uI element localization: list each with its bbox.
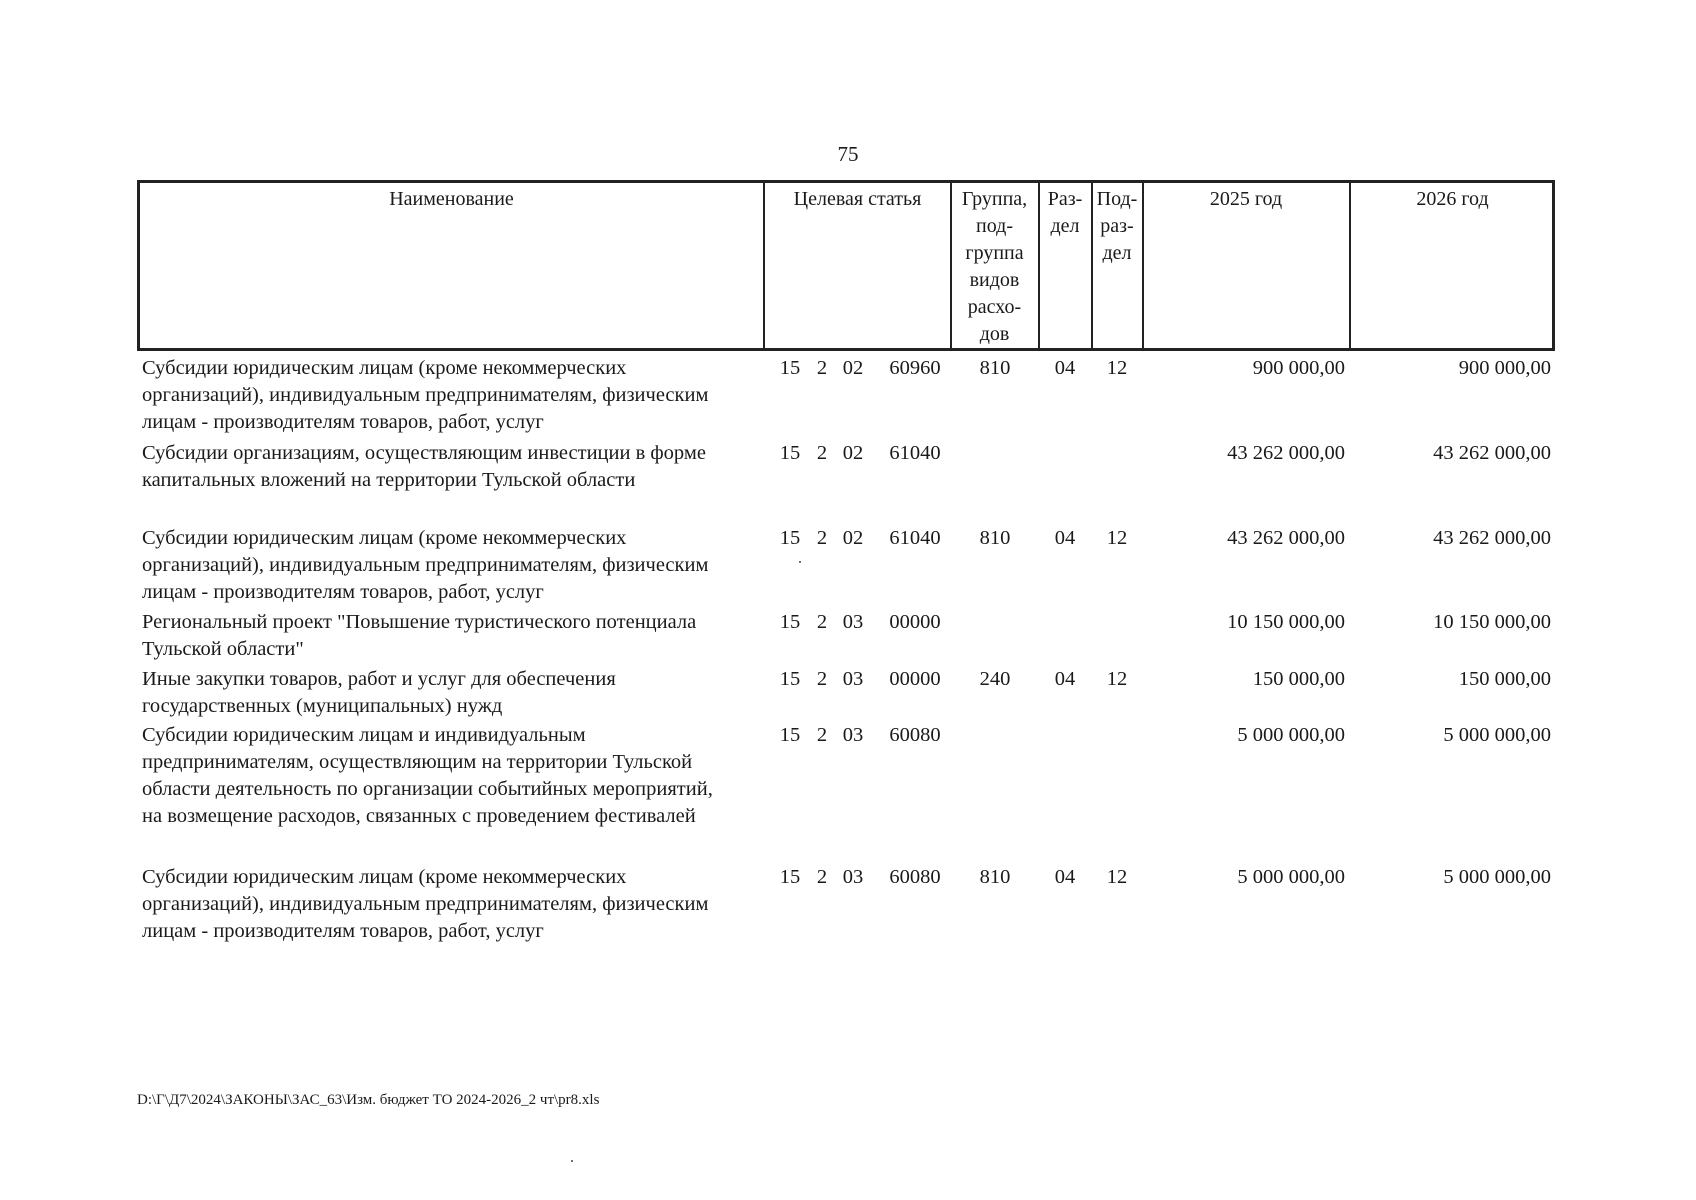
row-name-line: предпринимателям, осуществляющим на территории Тульской [142,751,693,773]
row-group: 240 [979,668,1011,690]
header-group-line: под- [976,215,1013,237]
code-subprogram: 2 [816,724,828,746]
code-program: 15 [779,357,801,379]
header-subsection-line: Под- [1096,188,1138,210]
row-name-line: лицам - производителям товаров, работ, услуг [142,411,544,433]
row-name-line: Субсидии юридическим лицам (кроме некоммерческих [142,527,627,549]
row-name-line: организаций), индивидуальным предпринимателям, физическим [142,384,709,406]
row-amount-2025: 5 000 000,00 [1237,866,1345,888]
row-amount-2026: 43 262 000,00 [1433,442,1551,464]
code-direction: 61040 [889,442,941,464]
row-name-line: Тульской области" [142,638,304,660]
code-subprogram: 2 [816,668,828,690]
code-subprogram: 2 [816,442,828,464]
row-name-line: Субсидии организациям, осуществляющим инвестиции в форме [142,442,706,464]
code-direction: 61040 [889,527,941,549]
header-group [951,186,1038,348]
header-section [1039,186,1091,240]
code-event: 02 [842,357,864,379]
code-program: 15 [779,442,801,464]
row-name [142,609,762,663]
header-section-line: дел [1050,215,1080,237]
scan-speck [799,561,801,563]
code-subprogram: 2 [816,866,828,888]
row-section: 04 [1054,866,1076,888]
header-year-2026: 2026 год [1416,188,1489,210]
row-name [142,722,762,830]
row-amount-2026: 10 150 000,00 [1433,611,1551,633]
code-program: 15 [779,866,801,888]
header-group-line: группа [965,242,1024,264]
row-name [142,666,762,720]
row-amount-2025: 5 000 000,00 [1237,724,1345,746]
page-number: 75 [837,142,859,166]
row-name-line: лицам - производителям товаров, работ, услуг [142,581,544,603]
row-name-line: капитальных вложений на территории Тульской области [142,469,636,491]
row-name-line: области деятельность по организации событийных мероприятий, [142,778,713,800]
row-amount-2025: 150 000,00 [1252,668,1345,690]
row-section: 04 [1054,357,1076,379]
code-program: 15 [779,527,801,549]
row-name [142,525,762,606]
row-name [142,440,762,494]
row-name-line: Субсидии юридическим лицам (кроме некоммерческих [142,357,627,379]
row-amount-2026: 900 000,00 [1458,357,1551,379]
row-name [142,864,762,945]
row-subsection: 12 [1106,527,1128,549]
scan-speck [571,1160,573,1162]
code-event: 03 [842,866,864,888]
header-subsection [1092,186,1142,267]
row-amount-2025: 10 150 000,00 [1227,611,1345,633]
row-amount-2025: 43 262 000,00 [1227,442,1345,464]
code-subprogram: 2 [816,357,828,379]
row-subsection: 12 [1106,668,1128,690]
header-subsection-line: раз- [1100,215,1134,237]
row-name-line: государственных (муниципальных) нужд [142,695,503,717]
row-amount-2026: 43 262 000,00 [1433,527,1551,549]
header-name: Наименование [389,188,514,210]
code-direction: 60080 [889,724,941,746]
row-amount-2026: 5 000 000,00 [1443,866,1551,888]
row-group: 810 [979,527,1011,549]
row-name-line: организаций), индивидуальным предпринимателям, физическим [142,554,709,576]
code-subprogram: 2 [816,611,828,633]
header-group-line: видов [969,269,1020,291]
row-name-line: Субсидии юридическим лицам и индивидуальным [142,724,586,746]
file-path-footer: D:\Г\Д7\2024\ЗАКОНЫ\ЗАС_63\Изм. бюджет ТО 2024-2026_2 чт\pr8.xls [137,1092,600,1108]
code-event: 02 [842,527,864,549]
code-event: 03 [842,611,864,633]
row-subsection: 12 [1106,866,1128,888]
row-section: 04 [1054,668,1076,690]
code-program: 15 [779,668,801,690]
row-amount-2026: 150 000,00 [1458,668,1551,690]
row-section: 04 [1054,527,1076,549]
row-name-line: организаций), индивидуальным предпринимателям, физическим [142,893,709,915]
code-program: 15 [779,724,801,746]
row-name-line: Региональный проект "Повышение туристического потенциала [142,611,697,633]
header-section-line: Раз- [1047,188,1083,210]
header-target-article: Целевая статья [793,188,922,210]
code-direction: 00000 [889,611,941,633]
row-subsection: 12 [1106,357,1128,379]
row-name [142,355,762,436]
row-name-line: лицам - производителям товаров, работ, услуг [142,920,544,942]
row-name-line: на возмещение расходов, связанных с проведением фестивалей [142,805,696,827]
row-amount-2025: 900 000,00 [1252,357,1345,379]
header-subsection-line: дел [1102,242,1132,264]
code-event: 03 [842,724,864,746]
code-event: 02 [842,442,864,464]
code-direction: 60080 [889,866,941,888]
row-group: 810 [979,866,1011,888]
row-name-line: Иные закупки товаров, работ и услуг для обеспечения [142,668,616,690]
row-group: 810 [979,357,1011,379]
header-group-line: расхо- [967,296,1022,318]
header-group-line: Группа, [961,188,1028,210]
code-direction: 60960 [889,357,941,379]
code-program: 15 [779,611,801,633]
header-year-2025: 2025 год [1209,188,1283,210]
row-amount-2025: 43 262 000,00 [1227,527,1345,549]
code-event: 03 [842,668,864,690]
code-subprogram: 2 [816,527,828,549]
row-name-line: Субсидии юридическим лицам (кроме некоммерческих [142,866,627,888]
header-group-line: дов [979,323,1010,345]
row-amount-2026: 5 000 000,00 [1443,724,1551,746]
code-direction: 00000 [889,668,941,690]
